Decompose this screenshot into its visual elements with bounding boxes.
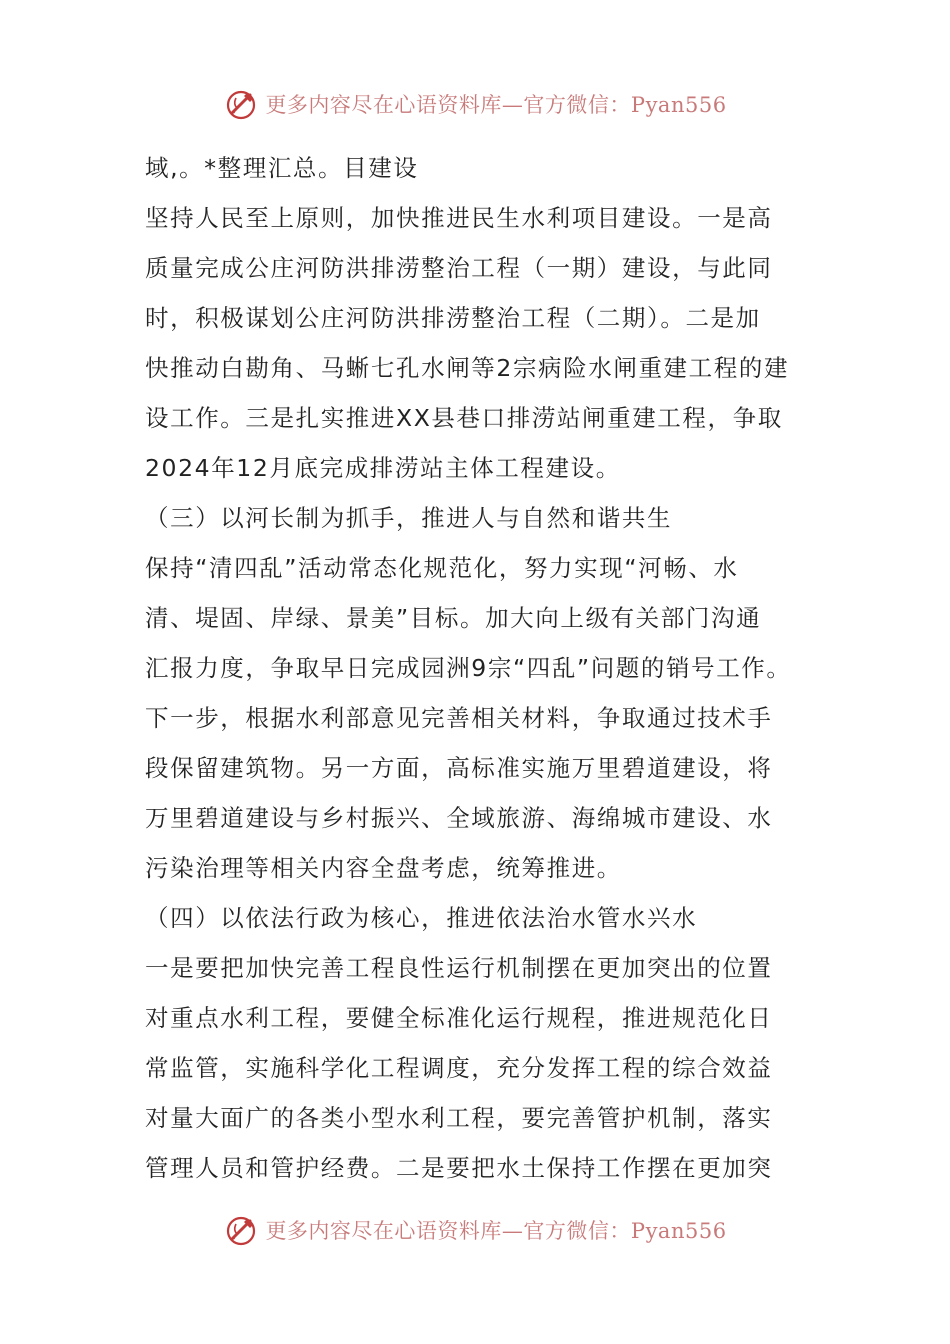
body-line: 段保留建筑物。另一方面，高标准实施万里碧道建设，将: [145, 754, 773, 782]
body-line: 时，积极谋划公庄河防洪排涝整治工程（二期）。二是加: [145, 304, 761, 332]
body-line: 域,。*整理汇总。目建设: [145, 154, 419, 182]
body-line: 保持“清四乱”活动常态化规范化，努力实现“河畅、水: [145, 554, 739, 582]
body-line: 坚持人民至上原则，加快推进民生水利项目建设。一是高: [145, 204, 773, 232]
body-line: 一是要把加快完善工程良性运行机制摆在更加突出的位置: [145, 954, 773, 982]
pen-circle-logo-icon: [223, 86, 259, 122]
header-banner-text: 更多内容尽在心语资料库—官方微信：Pyan556: [265, 93, 727, 117]
pen-circle-logo-icon: [223, 1212, 259, 1248]
body-line: 万里碧道建设与乡村振兴、全域旅游、海绵城市建设、水: [145, 804, 773, 832]
header-banner: [0, 82, 950, 126]
body-line: 对量大面广的各类小型水利工程，要完善管护机制，落实: [145, 1104, 773, 1132]
body-line: 对重点水利工程，要健全标准化运行规程，推进规范化日: [145, 1004, 773, 1032]
body-line: 下一步，根据水利部意见完善相关材料，争取通过技术手: [145, 704, 773, 732]
body-line: 管理人员和管护经费。二是要把水土保持工作摆在更加突: [145, 1154, 773, 1182]
body-line: 常监管，实施科学化工程调度，充分发挥工程的综合效益: [145, 1054, 773, 1082]
section-heading-3: （三）以河长制为抓手，推进人与自然和谐共生: [145, 504, 673, 532]
body-line: 快推动白勘角、马蜥七孔水闸等2宗病险水闸重建工程的建: [145, 354, 790, 382]
section-heading-4: （四）以依法行政为核心，推进依法治水管水兴水: [145, 904, 698, 932]
body-line: 2024年12月底完成排涝站主体工程建设。: [145, 454, 621, 482]
footer-banner-text: 更多内容尽在心语资料库—官方微信：Pyan556: [265, 1219, 727, 1243]
footer-banner: [0, 1208, 950, 1252]
body-line: 污染治理等相关内容全盘考虑，统筹推进。: [145, 854, 622, 882]
body-line: 质量完成公庄河防洪排涝整治工程（一期）建设，与此同: [145, 254, 773, 282]
document-body: [145, 150, 825, 1200]
body-line: 设工作。三是扎实推进XX县巷口排涝站闸重建工程，争取: [145, 404, 783, 432]
body-line: 汇报力度，争取早日完成园洲9宗“四乱”问题的销号工作。: [145, 654, 792, 682]
body-line: 清、堤固、岸绿、景美”目标。加大向上级有关部门沟通: [145, 604, 762, 632]
